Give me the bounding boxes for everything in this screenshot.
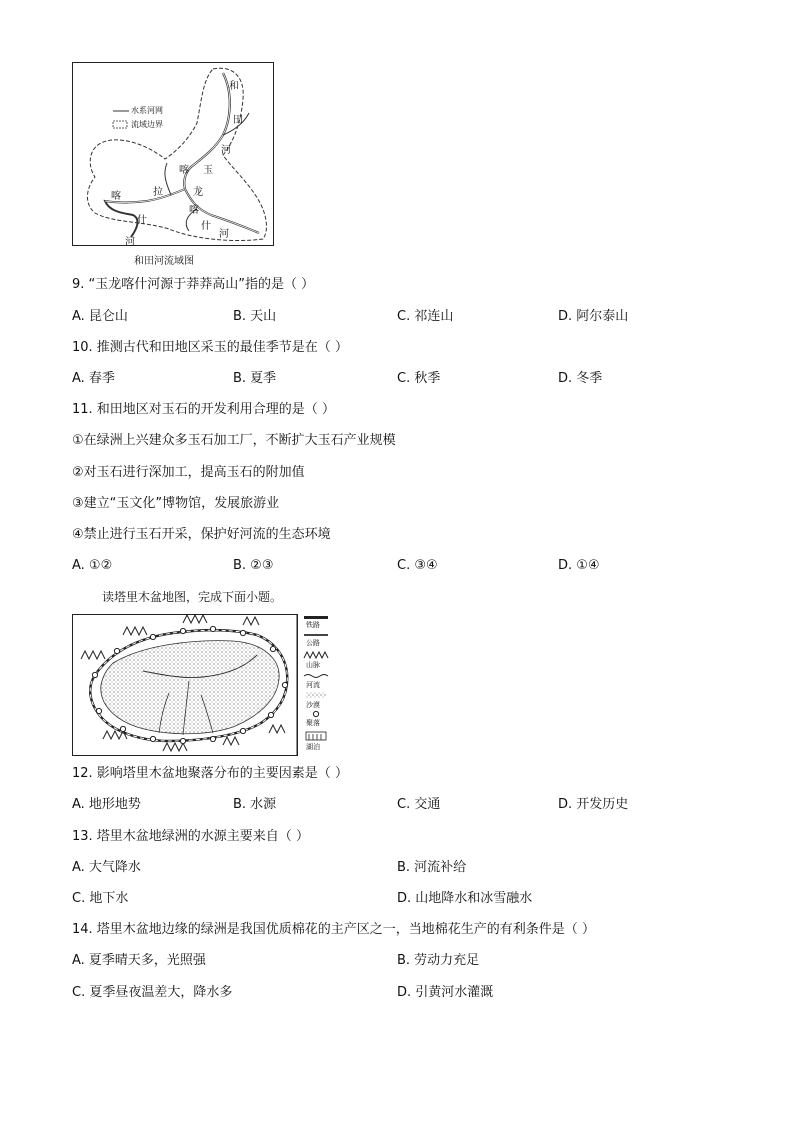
q13-option-c[interactable]: C. 地下水 (72, 891, 129, 906)
legend-label: 聚落 (306, 719, 320, 727)
q14-option-b[interactable]: B. 劳动力充足 (397, 953, 480, 968)
figure1-caption: 和田河流域图 (134, 256, 194, 267)
q11-statement-1: ①在绿洲上兴建众多玉石加工厂，不断扩大玉石产业规模 (72, 433, 396, 448)
map-label: 龙 (193, 187, 203, 198)
q12-option-c[interactable]: C. 交通 (397, 797, 441, 812)
q9-option-c[interactable]: C. 祁连山 (397, 309, 454, 324)
q10-option-a[interactable]: A. 春季 (72, 371, 115, 386)
legend-label: 山脉 (306, 661, 320, 669)
map-label: 玉 (203, 165, 213, 176)
legend-label: 沙漠 (306, 701, 320, 709)
q10-option-c[interactable]: C. 秋季 (397, 371, 441, 386)
section-intro: 读塔里木盆地图，完成下面小题。 (102, 590, 283, 604)
hotan-river-basin-map (72, 62, 274, 246)
q13-option-d[interactable]: D. 山地降水和冰雪融水 (397, 891, 533, 906)
q12-option-a[interactable]: A. 地形地势 (72, 797, 141, 812)
q14-option-c[interactable]: C. 夏季昼夜温差大，降水多 (72, 985, 233, 1000)
q13-option-a[interactable]: A. 大气降水 (72, 860, 141, 875)
legend-river-label: 水系河网 (131, 106, 163, 115)
q13-option-b[interactable]: B. 河流补给 (397, 860, 467, 875)
q9-option-d[interactable]: D. 阿尔泰山 (558, 309, 629, 324)
q14-option-d[interactable]: D. 引黄河水灌溉 (397, 985, 494, 1000)
q11-statement-2: ②对玉石进行深加工，提高玉石的附加值 (72, 465, 305, 480)
q9-option-a[interactable]: A. 昆仑山 (72, 309, 128, 324)
question-11-stem: 11. 和田地区对玉石的开发利用合理的是（ ） (72, 402, 335, 417)
map-label: 河 (219, 229, 229, 240)
q11-statement-3: ③建立“玉文化”博物馆，发展旅游业 (72, 496, 280, 511)
map-label: 喀 (189, 205, 199, 216)
q12-option-b[interactable]: B. 水源 (233, 797, 277, 812)
q14-option-a[interactable]: A. 夏季晴天多，光照强 (72, 953, 206, 968)
basin-boundary (87, 68, 266, 240)
question-14-stem: 14. 塔里木盆地边缘的绿洲是我国优质棉花的主产区之一，当地棉花生产的有利条件是（ ） (72, 922, 595, 937)
legend-label: 河流 (306, 681, 320, 689)
map-label: 拉 (153, 187, 163, 198)
tarim-basin-map (72, 614, 298, 756)
q11-option-b[interactable]: B. ②③ (233, 558, 274, 573)
legend-label: 湖泊 (306, 743, 320, 751)
q11-option-d[interactable]: D. ①④ (558, 558, 600, 573)
q9-option-b[interactable]: B. 天山 (233, 309, 277, 324)
map-label: 和 (229, 81, 239, 92)
q11-statement-4: ④禁止进行玉石开采，保护好河流的生态环境 (72, 527, 331, 542)
map-label: 河 (221, 145, 231, 156)
map-label: 喀 (111, 191, 121, 202)
legend-boundary-box (113, 121, 127, 128)
legend-boundary-label: 流域边界 (131, 120, 163, 129)
legend-label: 铁路 (306, 621, 320, 629)
question-10-stem: 10. 推测古代和田地区采玉的最佳季节是在（ ） (72, 340, 348, 355)
q11-option-c[interactable]: C. ③④ (397, 558, 438, 573)
question-9-stem: 9. “玉龙喀什河源于莽莽高山”指的是（ ） (72, 277, 315, 292)
question-13-stem: 13. 塔里木盆地绿洲的水源主要来自（ ） (72, 829, 309, 844)
taklamakan-desert (101, 641, 279, 734)
question-12-stem: 12. 影响塔里木盆地聚落分布的主要因素是（ ） (72, 766, 348, 781)
tarim-map-legend (300, 614, 334, 754)
map-label: 什 (137, 215, 147, 226)
map-label: 河 (125, 237, 135, 248)
map-label: 田 (233, 115, 243, 126)
q10-option-d[interactable]: D. 冬季 (558, 371, 603, 386)
q10-option-b[interactable]: B. 夏季 (233, 371, 277, 386)
tarim-map-drawing (73, 615, 297, 755)
q12-option-d[interactable]: D. 开发历史 (558, 797, 629, 812)
legend-label: 公路 (306, 639, 320, 647)
hotan-map-drawing (73, 63, 273, 245)
map-label: 什 (201, 221, 211, 232)
map-label: 喀 (179, 165, 189, 176)
q11-option-a[interactable]: A. ①② (72, 558, 113, 573)
